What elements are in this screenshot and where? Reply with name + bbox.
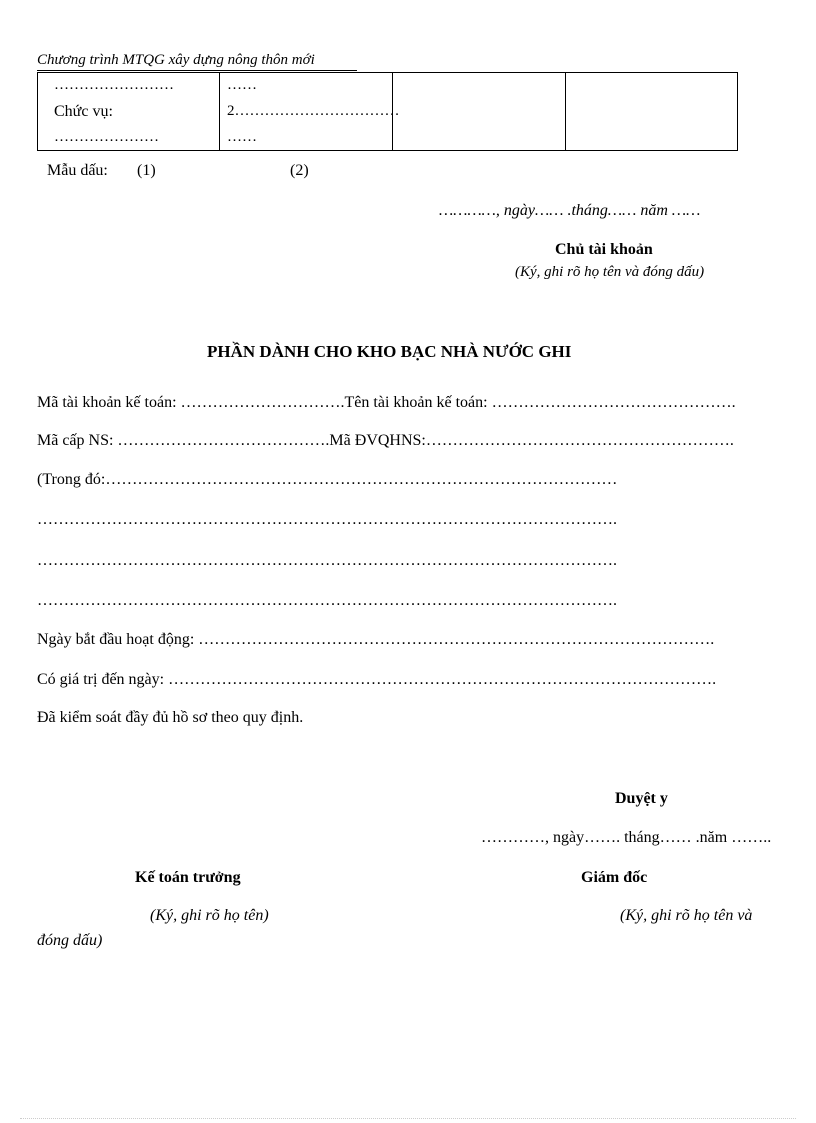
cell-2-top-dots: …… [227,77,257,93]
chief-accountant-note: (Ký, ghi rõ họ tên) [150,907,269,924]
program-header: Chương trình MTQG xây dựng nông thôn mới [37,52,315,68]
page-bottom-rule [20,1118,796,1119]
cell-2-number-line: 2…………………………… [227,103,400,119]
account-holder-note: (Ký, ghi rõ họ tên và đóng dấu) [515,264,705,280]
position-label: Chức vụ: [54,103,113,120]
cell-2-bottom-dots: …… [227,129,257,145]
account-code-line: Mã tài khoản kế toán: ………………………….Tên tài khoản kế toán: ………………………………………. [37,394,736,411]
account-holder-title: Chủ tài khoản [555,241,653,258]
approval-title: Duyệt y [615,790,668,807]
seal-sample-1: (1) [137,162,156,179]
signature-cell-2 [220,73,400,151]
signature-cell-4 [566,73,738,151]
seal-sample-label: Mẫu dấu: [47,162,108,179]
date-line-1: …………, ngày…… .tháng…… năm …… [439,202,701,219]
start-date-line: Ngày bắt đầu hoạt động: ……………………………………………………………………………………. [37,631,715,648]
checked-line: Đã kiểm soát đầy đủ hồ sơ theo quy định. [37,709,304,726]
treasury-section-heading: PHẦN DÀNH CHO KHO BẠC NHÀ NƯỚC GHI [207,342,572,361]
budget-level-line: Mã cấp NS: ………………………………….Mã ĐVQHNS:…………………………………………………. [37,432,734,449]
director-note-part2: đóng dấu) [37,932,103,949]
director-note-part1: (Ký, ghi rõ họ tên và [620,907,753,924]
dotted-line-3: ………………………………………………………………………………………………. [37,592,617,609]
chief-accountant-title: Kế toán trưởng [135,869,241,886]
dotted-line-1: ………………………………………………………………………………………………. [37,511,617,528]
seal-sample-2: (2) [290,162,309,179]
signature-cell-3 [393,73,566,151]
valid-until-line: Có giá trị đến ngày: …………………………………………………………………………………………. [37,671,717,688]
signature-cell-1 [38,73,220,151]
dotted-line-2: ………………………………………………………………………………………………. [37,552,617,569]
director-title: Giám đốc [581,869,648,886]
cell-1-bottom-dots: ………………… [54,129,159,145]
header-underline [37,70,357,71]
signature-sample-table [37,72,738,151]
approval-date-line: …………, ngày……. tháng…… .năm …….. [481,829,772,846]
cell-1-top-dots: …………………… [54,77,174,93]
including-line: (Trong đó:…………………………………………………………………………………… [37,471,618,488]
